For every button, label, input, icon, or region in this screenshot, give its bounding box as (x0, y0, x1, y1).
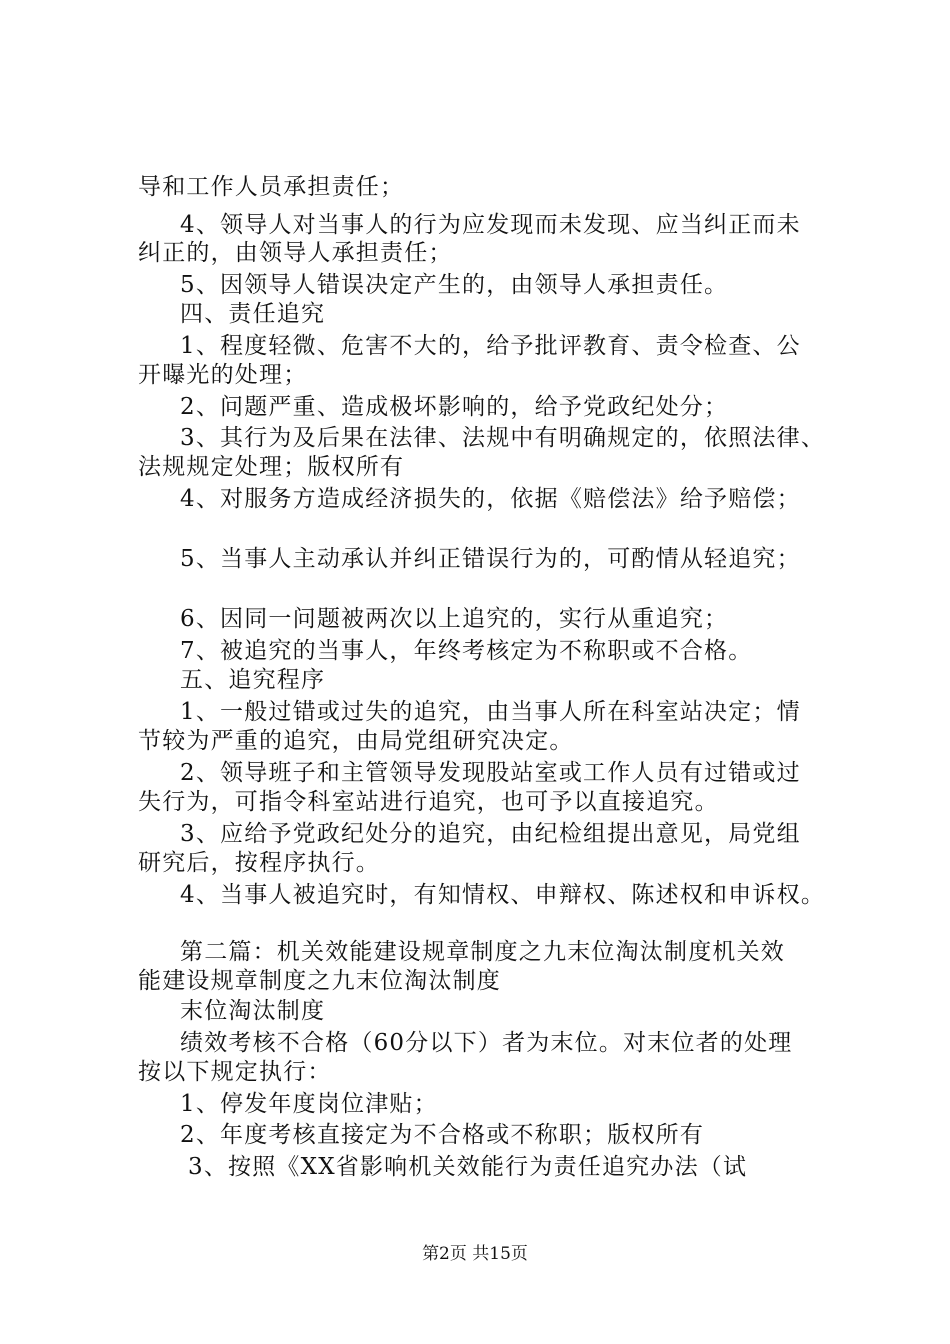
text-line: 2、问题严重、造成极坏影响的，给予党政纪处分； (180, 394, 729, 420)
text-line: 研究后，按程序执行。 (138, 850, 380, 876)
page-number-footer: 第2页 共15页 (422, 1244, 528, 1264)
text-line: 1、程度轻微、危害不大的，给予批评教育、责令检查、公 (180, 333, 801, 359)
text-line: 3、其行为及后果在法律、法规中有明确规定的，依照法律、 (180, 425, 826, 451)
text-line: 4、领导人对当事人的行为应发现而未发现、应当纠正而未 (180, 212, 801, 238)
text-line: 失行为，可指令科室站进行追究，也可予以直接追究。 (138, 789, 719, 815)
text-line: 4、对服务方造成经济损失的，依据《赔偿法》给予赔偿； (180, 486, 801, 512)
text-line: 5、因领导人错误决定产生的，由领导人承担责任。 (180, 272, 729, 298)
text-line: 7、被追究的当事人，年终考核定为不称职或不合格。 (180, 638, 753, 664)
section-heading: 末位淘汰制度 (180, 998, 326, 1024)
text-line: 3、按照《XX省影响机关效能行为责任追究办法（试 (188, 1154, 748, 1180)
text-line: 按以下规定执行： (138, 1059, 332, 1085)
text-line: 节较为严重的追究，由局党组研究决定。 (138, 728, 574, 754)
text-line: 法规规定处理；版权所有 (138, 454, 405, 480)
text-line: 开曝光的处理； (138, 362, 308, 388)
text-line: 6、因同一问题被两次以上追究的，实行从重追究； (180, 606, 729, 632)
text-line: 导和工作人员承担责任； (138, 174, 405, 200)
chapter-title: 能建设规章制度之九末位淘汰制度 (138, 968, 501, 994)
text-line: 2、年度考核直接定为不合格或不称职；版权所有 (180, 1122, 705, 1148)
section-heading: 四、责任追究 (180, 301, 326, 327)
text-line: 纠正的，由领导人承担责任； (138, 240, 453, 266)
text-line: 5、当事人主动承认并纠正错误行为的，可酌情从轻追究； (180, 546, 801, 572)
section-heading: 五、追究程序 (180, 667, 326, 693)
chapter-title: 第二篇：机关效能建设规章制度之九末位淘汰制度机关效 (180, 939, 785, 965)
text-line: 1、一般过错或过失的追究，由当事人所在科室站决定；情 (180, 699, 801, 725)
text-line: 2、领导班子和主管领导发现股站室或工作人员有过错或过 (180, 760, 801, 786)
text-line: 绩效考核不合格（60分以下）者为末位。对末位者的处理 (180, 1030, 793, 1056)
text-line: 1、停发年度岗位津贴； (180, 1091, 438, 1117)
text-line: 3、应给予党政纪处分的追究，由纪检组提出意见，局党组 (180, 821, 801, 847)
text-line: 4、当事人被追究时，有知情权、申辩权、陈述权和申诉权。 (180, 882, 826, 908)
